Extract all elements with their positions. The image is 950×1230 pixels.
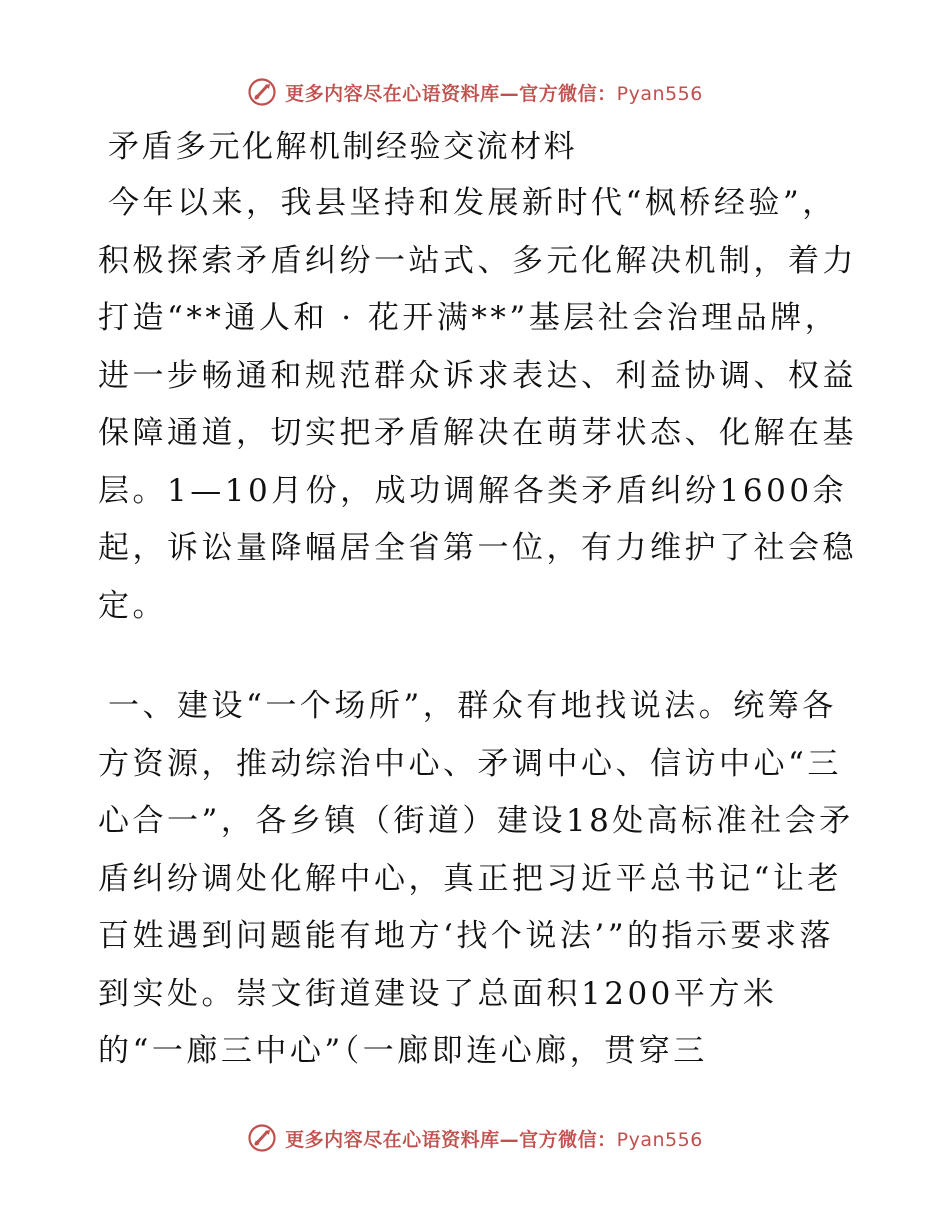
seal-logo-icon — [247, 77, 277, 107]
paragraph-section-one — [98, 678, 858, 1081]
paragraph-intro-text: 今年以来，我县坚持和发展新时代“枫桥经验”，积极探索矛盾纠纷一站式、多元化解决机制，着力打造“**通人和 · 花开满**”基层社会治理品牌，进一步畅通和规范群众诉求表达、利益协调、权益保障通道，切实把矛盾解决在萌芽状态、化解在基层。1—10月份，成功调解各类矛盾纠纷1600余起，诉讼量降幅居全省第一位，有力维护了社会稳定。 — [98, 185, 857, 624]
watermark-account: Pyan556 — [616, 82, 703, 105]
footer-watermark — [0, 1118, 950, 1158]
seal-logo-icon — [247, 1123, 277, 1153]
document-title: 矛盾多元化解机制经验交流材料 — [108, 129, 577, 165]
watermark-account: Pyan556 — [616, 1128, 703, 1151]
watermark-label: 更多内容尽在心语资料库—官方微信： — [285, 1128, 617, 1151]
watermark-text — [285, 79, 703, 106]
watermark-label: 更多内容尽在心语资料库—官方微信： — [285, 82, 617, 105]
paragraph-section-one-text: 一、建设“一个场所”，群众有地找说法。统筹各方资源，推动综治中心、矛调中心、信访中心“三心合一”，各乡镇（街道）建设18处高标准社会矛盾纠纷调处化解中心，真正把习近平总书记“让老百姓遇到问题能有地方‘找个说法’”的指示要求落到实处。崇文街道建设了总面积1200平方米的“一廊三中心”（一廊即连心廊，贯穿三 — [98, 688, 854, 1069]
watermark-text — [285, 1125, 703, 1152]
paragraph-intro — [98, 175, 858, 635]
header-watermark — [0, 72, 950, 112]
